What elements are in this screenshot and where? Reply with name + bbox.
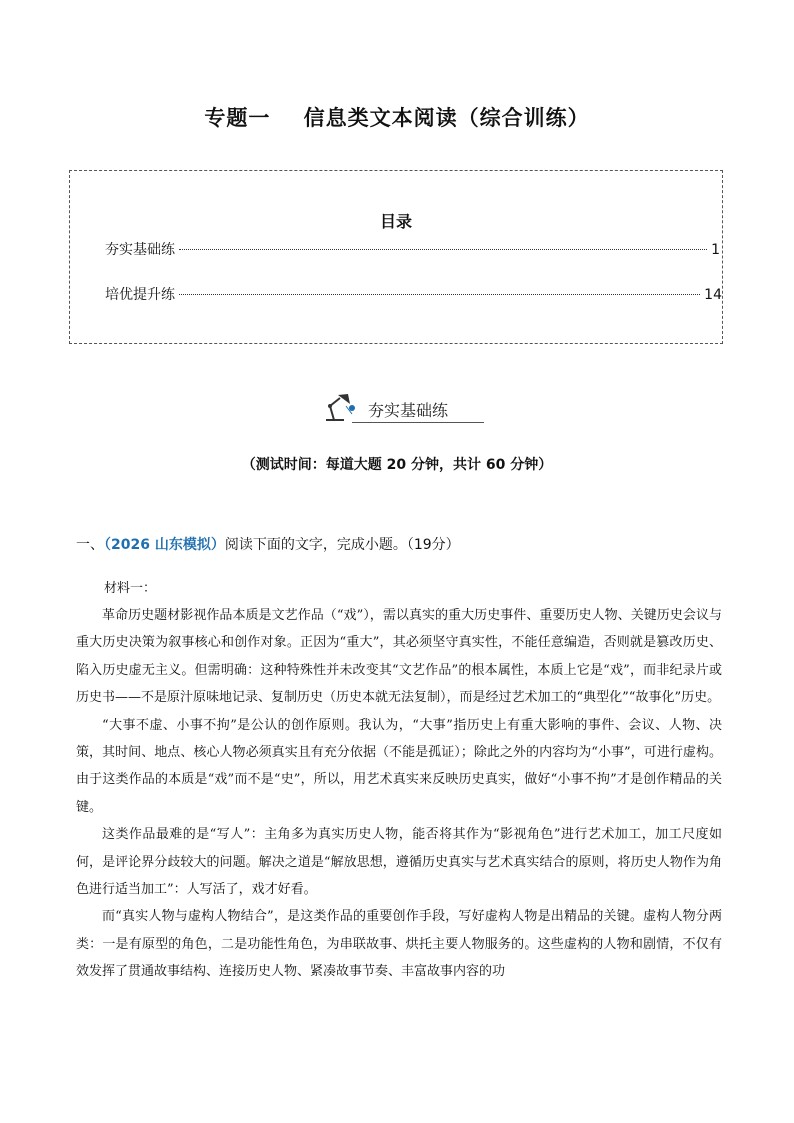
toc-leader [179, 294, 700, 295]
toc-entry-page: 14 [704, 287, 722, 303]
passage [76, 602, 722, 986]
question-number: 一、 [76, 537, 104, 553]
question-source-close: ） [210, 537, 225, 553]
desk-lamp-icon [322, 392, 358, 424]
toc-heading: 目录 [379, 212, 412, 231]
question-source: 2026 山东模拟 [111, 537, 211, 553]
passage-paragraph: 而“真实人物与虚构人物结合”，是这类作品的重要创作手段，写好虚构人物是出精品的关键。虚构人物分两类：一是有原型的角色，二是功能性角色，为串联故事、烘托主要人物服务的。这些虚构的人物和剧情，不仅有效发挥了贯通故事结构、连接历史人物、紧凑故事节奏、丰富故事内容的功 [76, 909, 722, 980]
passage-paragraph: 这类作品最难的是“写人”：主角多为真实历史人物，能否将其作为“影视角色”进行艺术加工，加工尺度如何，是评论界分歧较大的问题。解决之道是“解放思想，遵循历史真实与艺术真实结合的原则，将历史人物作为角色进行适当加工”：人写活了，戏才好看。 [76, 827, 722, 898]
question-header [76, 534, 460, 554]
passage-paragraph: “大事不虚、小事不拘”是公认的创作原则。我认为，“大事”指历史上有重大影响的事件、会议、人物、决策，其时间、地点、核心人物必须真实且有充分依据（不能是孤证）；除此之外的内容均为“小事”，可进行虚构。由于这类作品的本质是“戏”而不是“史”，所以，用艺术真实来反映历史真实，做好“小事不拘”才是创作精品的关键。 [76, 717, 722, 815]
passage-paragraph: 革命历史题材影视作品本质是文艺作品（“戏”），需以真实的重大历史事件、重要历史人物、关键历史会议与重大历史决策为叙事核心和创作对象。正因为“重大”，其必须坚守真实性，不能任意编造，否则就是篡改历史、陷入历史虚无主义。但需明确：这种特殊性并未改变其“文艺作品”的根本属性，本质上它是“戏”，而非纪录片或历史书——不是原汁原味地记录、复制历史（历史本就无法复制），而是经过艺术加工的“典型化”“故事化”历史。 [76, 608, 722, 706]
section-label: 夯实基础练 [368, 401, 449, 420]
section-banner [0, 388, 794, 428]
toc-entry-label: 培优提升练 [105, 287, 175, 303]
section-underline [352, 422, 484, 423]
material-label: 材料一： [104, 581, 157, 596]
question-instruction: 阅读下面的文字，完成小题。（19分） [224, 537, 460, 553]
page-title: 专题一 信息类文本阅读（综合训练） [204, 106, 590, 130]
toc-entry-label: 夯实基础练 [105, 242, 175, 258]
toc-entry[interactable] [105, 239, 720, 259]
toc-leader [179, 249, 707, 250]
toc-entry-page: 1 [711, 242, 720, 258]
question-source-open: （ [104, 537, 111, 553]
table-of-contents [69, 170, 723, 344]
toc-entry[interactable] [105, 284, 722, 304]
test-time-note: （测试时间：每道大题 20 分钟，共计 60 分钟） [241, 457, 553, 473]
